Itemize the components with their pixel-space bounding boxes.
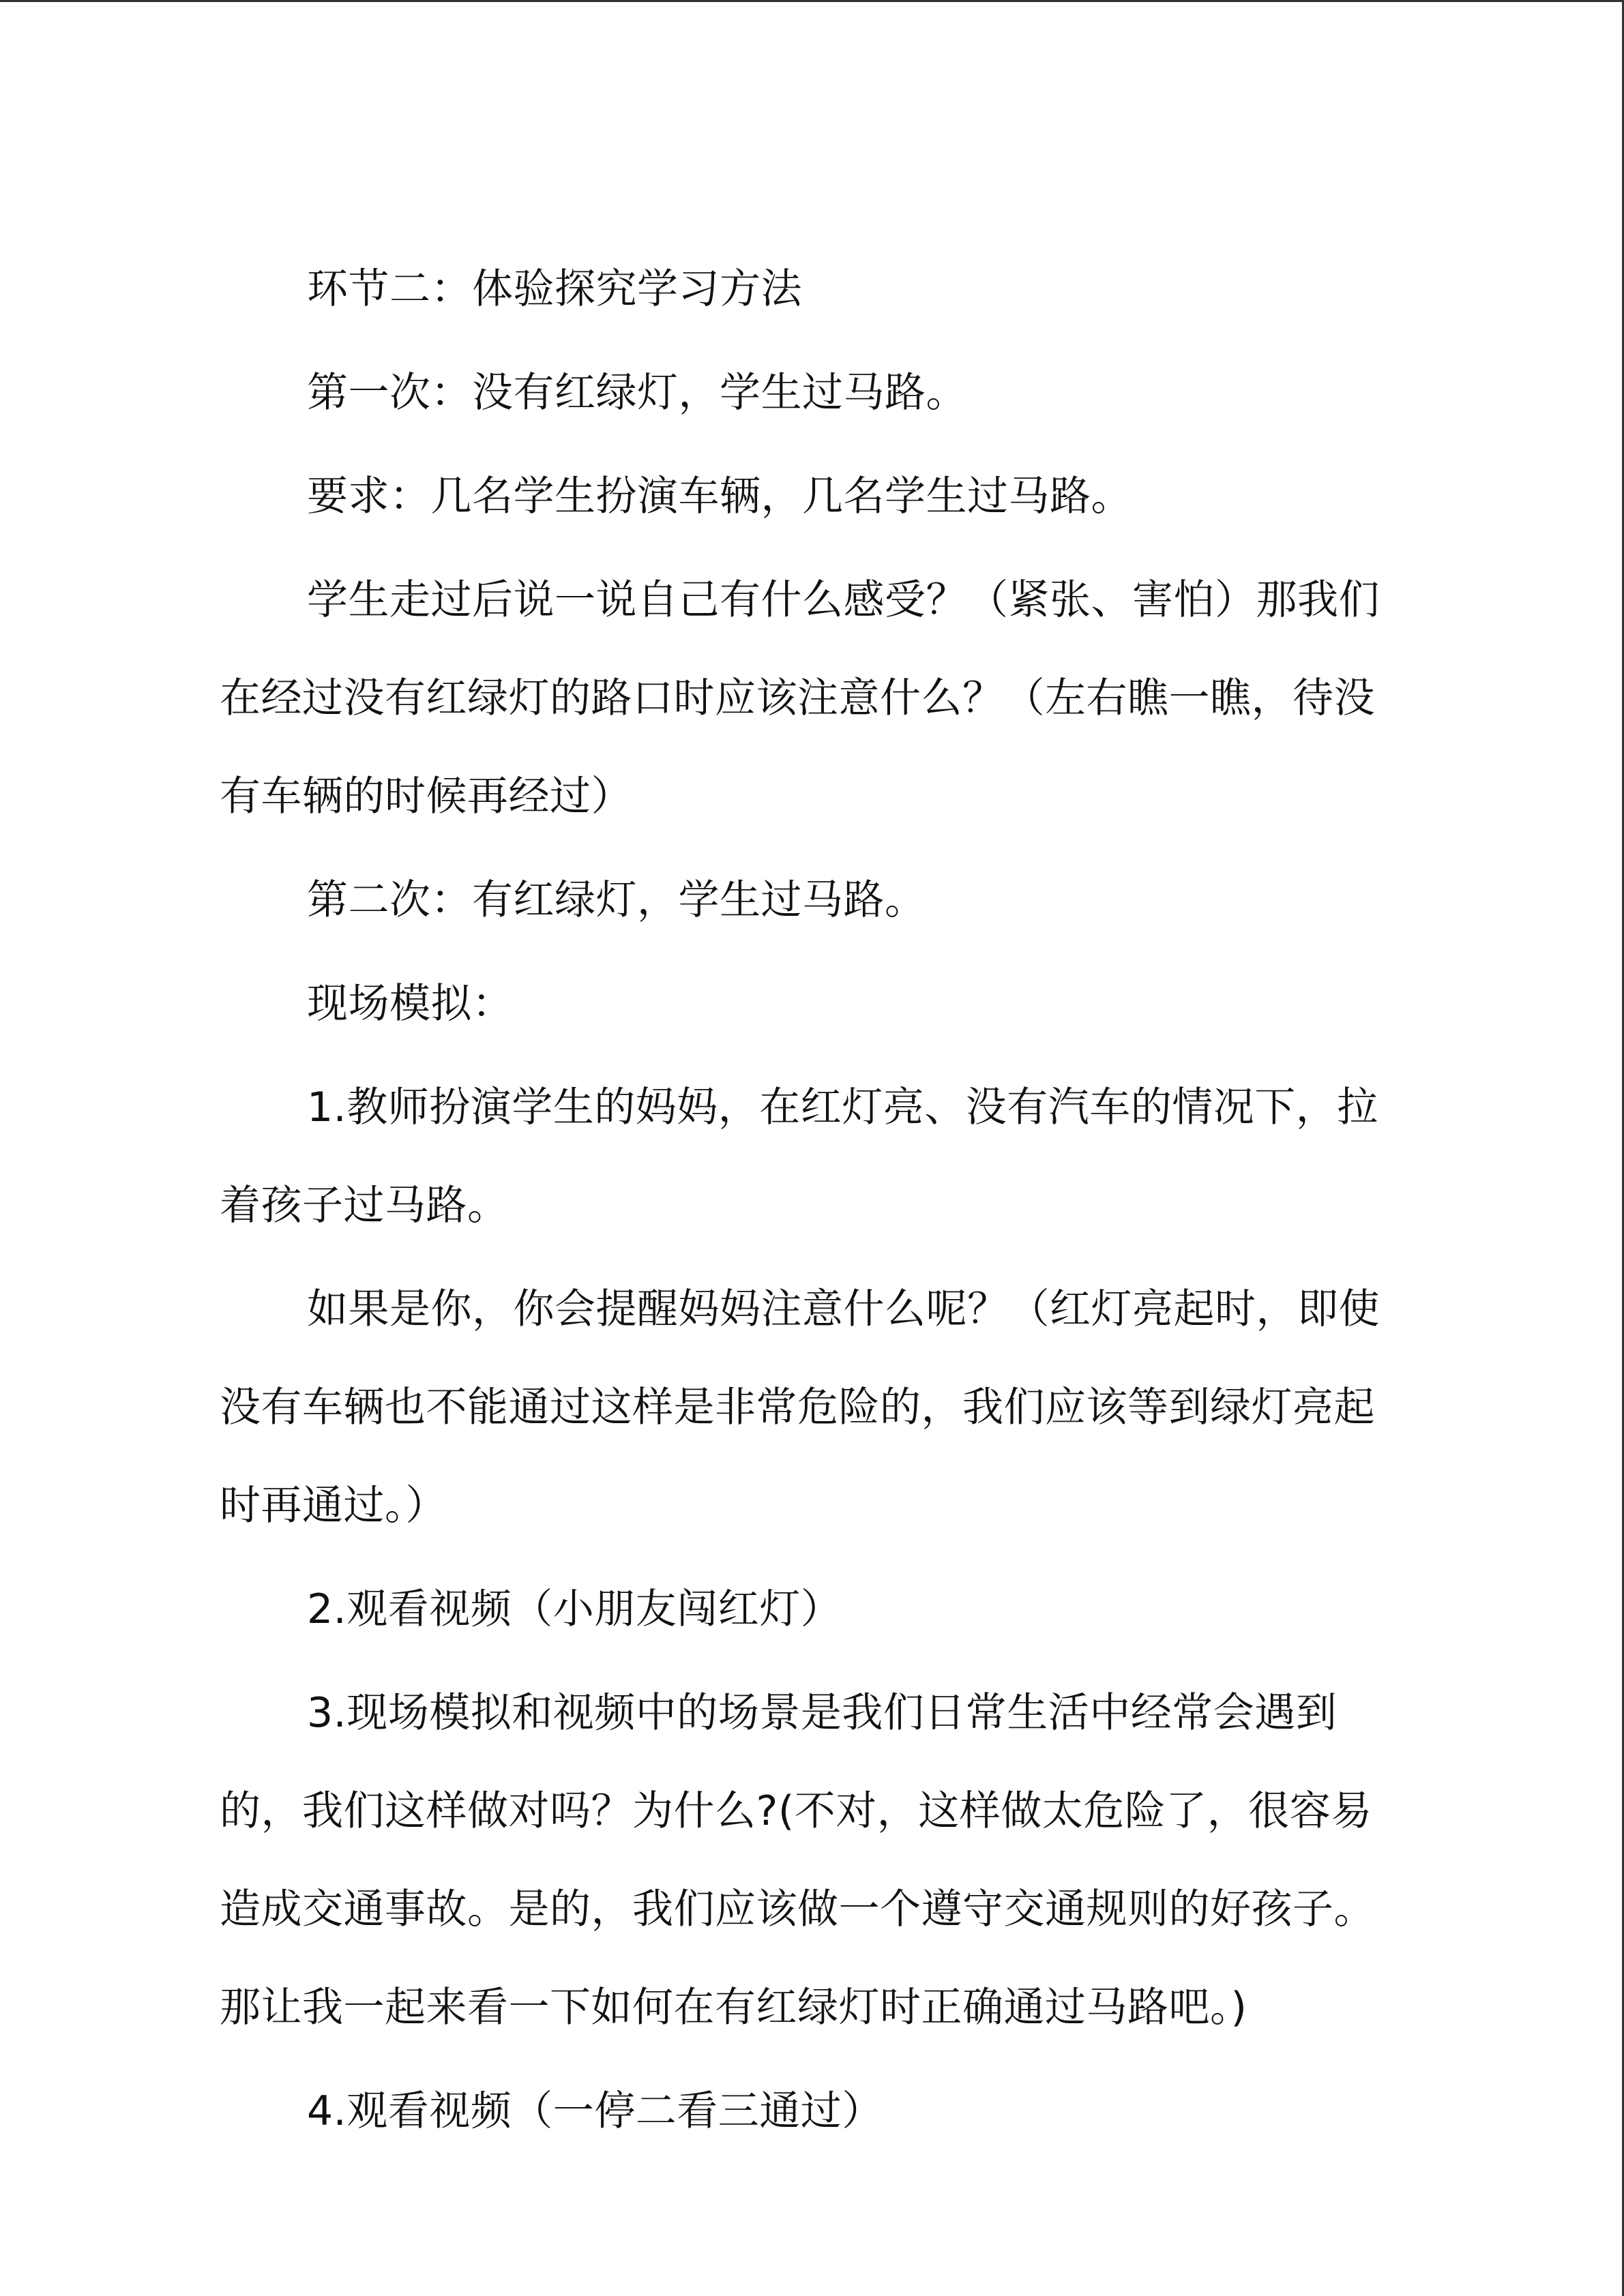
step-1-paragraph: 1.教师扮演学生的妈妈，在红灯亮、没有汽车的情况下，拉着孩子过马路。 — [220, 1084, 1378, 1229]
first-attempt-paragraph: 第一次：没有红绿灯，学生过马路。 — [307, 369, 967, 417]
step-2-paragraph: 2.观看视频（小朋友闯红灯） — [307, 1585, 842, 1633]
step-4-paragraph: 4.观看视频（一停二看三通过） — [307, 2087, 883, 2135]
second-attempt-paragraph: 第二次：有红绿灯，学生过马路。 — [307, 876, 926, 924]
question-paragraph: 如果是你，你会提醒妈妈注意什么呢？（红灯亮起时，即使没有车辆也不能通过这样是非常危险的，我们应该等到绿灯亮起时再通过。） — [220, 1285, 1380, 1530]
simulation-heading: 现场模拟： — [307, 980, 514, 1028]
document-body — [220, 240, 1406, 2160]
reflection-paragraph: 学生走过后说一说自己有什么感受？（紧张、害怕）那我们在经过没有红绿灯的路口时应该注意什么？（左右瞧一瞧，待没有车辆的时候再经过） — [220, 576, 1380, 820]
section-heading: 环节二：体验探究学习方法 — [307, 265, 802, 313]
page-border-top — [0, 0, 1624, 2]
step-3-paragraph: 3.现场模拟和视频中的场景是我们日常生活中经常会遇到的，我们这样做对吗？为什么?(不对，这样做太危险了，很容易造成交通事故。是的，我们应该做一个遵守交通规则的好孩子。那让我一起来看一下如何在有红绿灯时正确通过马路吧。) — [220, 1689, 1375, 2031]
requirement-paragraph: 要求：几名学生扮演车辆，几名学生过马路。 — [307, 473, 1132, 520]
